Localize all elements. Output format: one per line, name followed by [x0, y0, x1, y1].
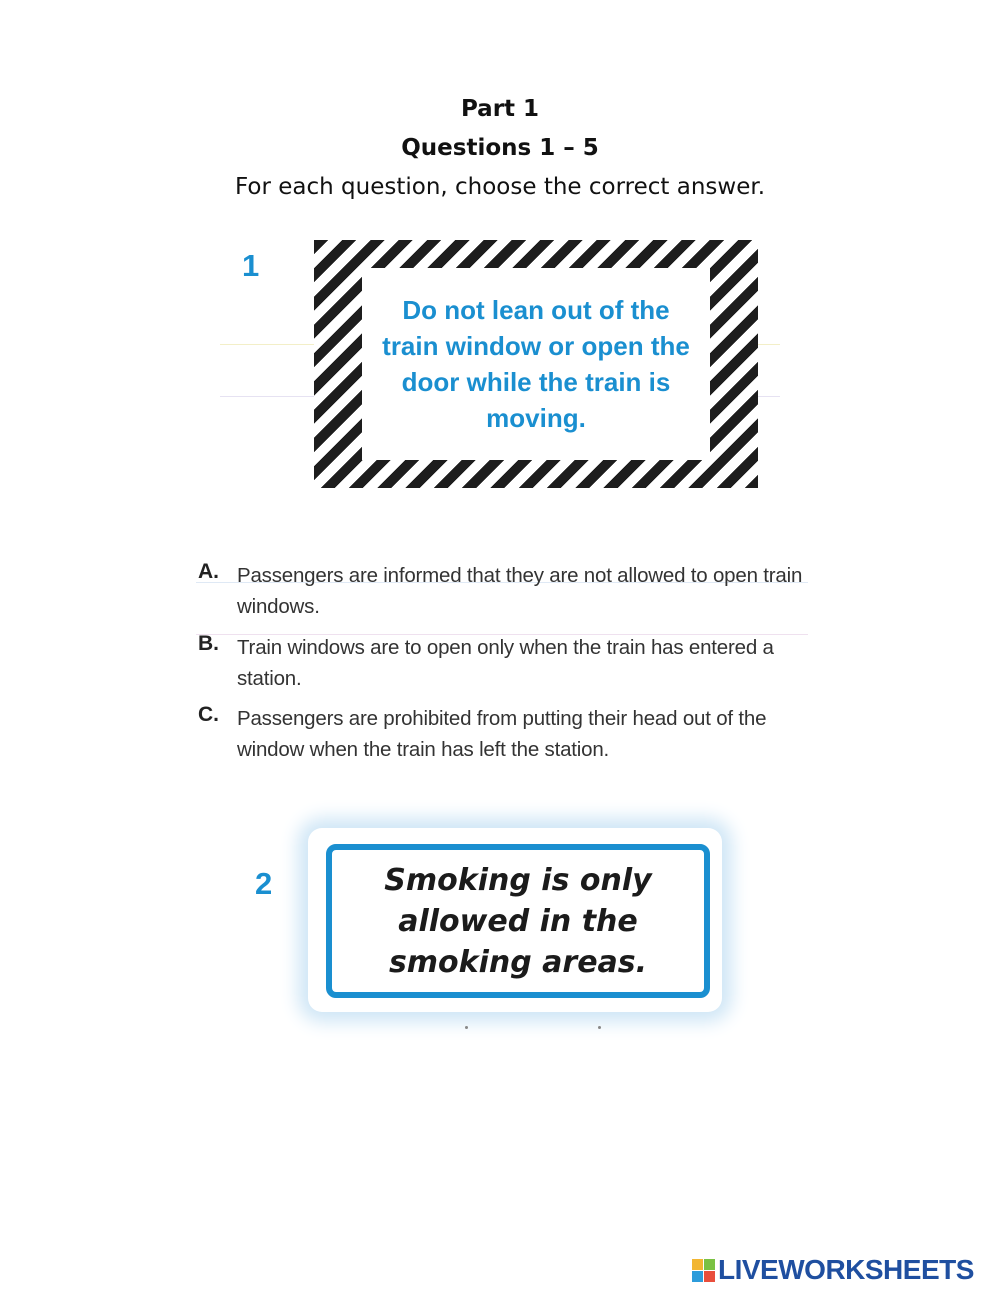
logo-block — [704, 1271, 715, 1282]
questions-range: Questions 1 – 5 — [401, 135, 599, 161]
logo-blocks-icon — [692, 1259, 715, 1282]
notice-sign-1-panel — [362, 268, 710, 460]
option-letter: C. — [198, 703, 219, 726]
option-letter: B. — [198, 632, 219, 655]
logo-block — [692, 1271, 703, 1282]
question-1-number: 1 — [242, 248, 260, 283]
logo-text: LIVEWORKSHEETS — [718, 1254, 974, 1285]
logo-block — [704, 1259, 715, 1270]
question-2-number: 2 — [255, 866, 273, 901]
option-text: Passengers are prohibited from putting their head out of the window when the train has left the station. — [237, 707, 767, 761]
option-text: Train windows are to open only when the train has entered a station. — [237, 636, 774, 690]
part-title: Part 1 — [460, 96, 540, 122]
logo-block — [692, 1259, 703, 1270]
option-letter: A. — [198, 560, 219, 583]
notice-sign-1 — [314, 240, 758, 488]
notice-sign-1-text: Do not lean out of the train window or open the door while the train is moving. — [382, 295, 690, 433]
scan-dot — [465, 1026, 468, 1029]
notice-sign-2-text: Smoking is only allowed in the smoking areas. — [384, 862, 652, 980]
notice-sign-2 — [326, 844, 710, 998]
scan-dot — [598, 1026, 601, 1029]
instruction-text: For each question, choose the correct answer. — [235, 174, 765, 200]
option-text: Passengers are informed that they are not allowed to open train windows. — [237, 564, 803, 618]
liveworksheets-logo[interactable] — [692, 1254, 974, 1286]
